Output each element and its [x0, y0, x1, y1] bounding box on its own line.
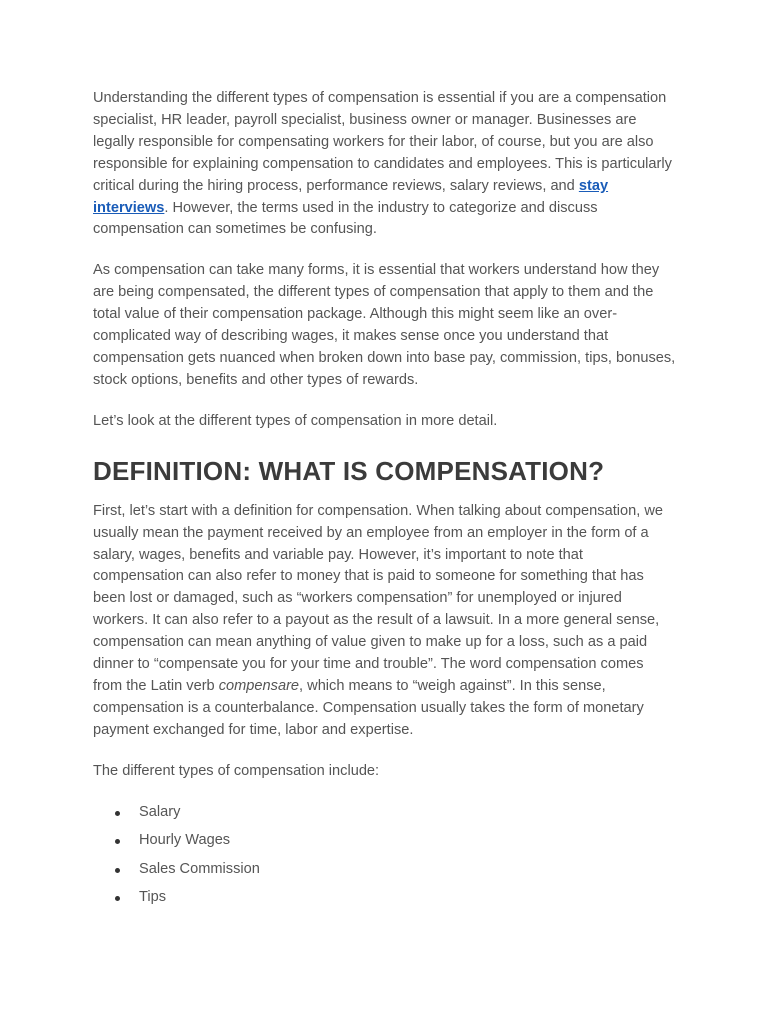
list-item: Salary [139, 802, 676, 824]
list-item: Sales Commission [139, 859, 676, 881]
intro-paragraph-3: Let’s look at the different types of compensation in more detail. [93, 412, 498, 429]
intro-paragraph-1-text-b: . However, the terms used in the industry to categorize and discuss compensation can sometimes be confusing. [93, 199, 598, 238]
latin-verb: compensare [218, 677, 300, 694]
definition-paragraph-text-a: First, let’s start with a definition for compensation. When talking about compensation, we usually mean the payment received by an employee from an employer in the form of a salary, wages, benefits and variable pay. However, it’s important to note that compensation can also refer to money that is paid to someone for something that has been lost or damaged, such as “workers compensation” for unemployed or injured workers. It can also refer to a payout as the result of a lawsuit. In a more general sense, compensation can mean anything of value given to make up for a loss, such as a paid dinner to “compensate you for your time and trouble”. The word compensation comes from the Latin verb [93, 502, 663, 694]
definition-paragraph [93, 501, 676, 742]
list-item: Tips [139, 887, 676, 909]
intro-paragraph-1 [93, 88, 676, 241]
definition-heading: DEFINITION: WHAT IS COMPENSATION? [93, 455, 605, 486]
intro-paragraph-2: As compensation can take many forms, it is essential that workers understand how they are being compensated, the different types of compensation that apply to them and the total value of their compensation package. Although this might seem like an over-complicated way of describing wages, it makes sense once you understand that compensation gets nuanced when broken down into base pay, commission, tips, bonuses, stock options, benefits and other types of rewards. [93, 262, 676, 388]
intro-paragraph-1-text-a: Understanding the different types of compensation is essential if you are a compensation specialist, HR leader, payroll specialist, business owner or manager. Businesses are legally responsible for compensating workers for their labor, of course, but you are also responsible for explaining compensation to candidates and employees. This is particularly critical during the hiring process, performance reviews, salary reviews, and [93, 90, 672, 194]
stay-interviews-link[interactable]: stay interviews [93, 177, 609, 216]
definition-paragraph-text-b: , which means to “weigh against”. In this sense, compensation is a counterbalance. Compensation usually takes the form of monetary payment exchanged for time, labor and expertise. [93, 677, 644, 738]
compensation-types-list [93, 802, 676, 909]
types-list-intro: The different types of compensation include: [93, 762, 380, 779]
list-item: Hourly Wages [139, 830, 676, 852]
